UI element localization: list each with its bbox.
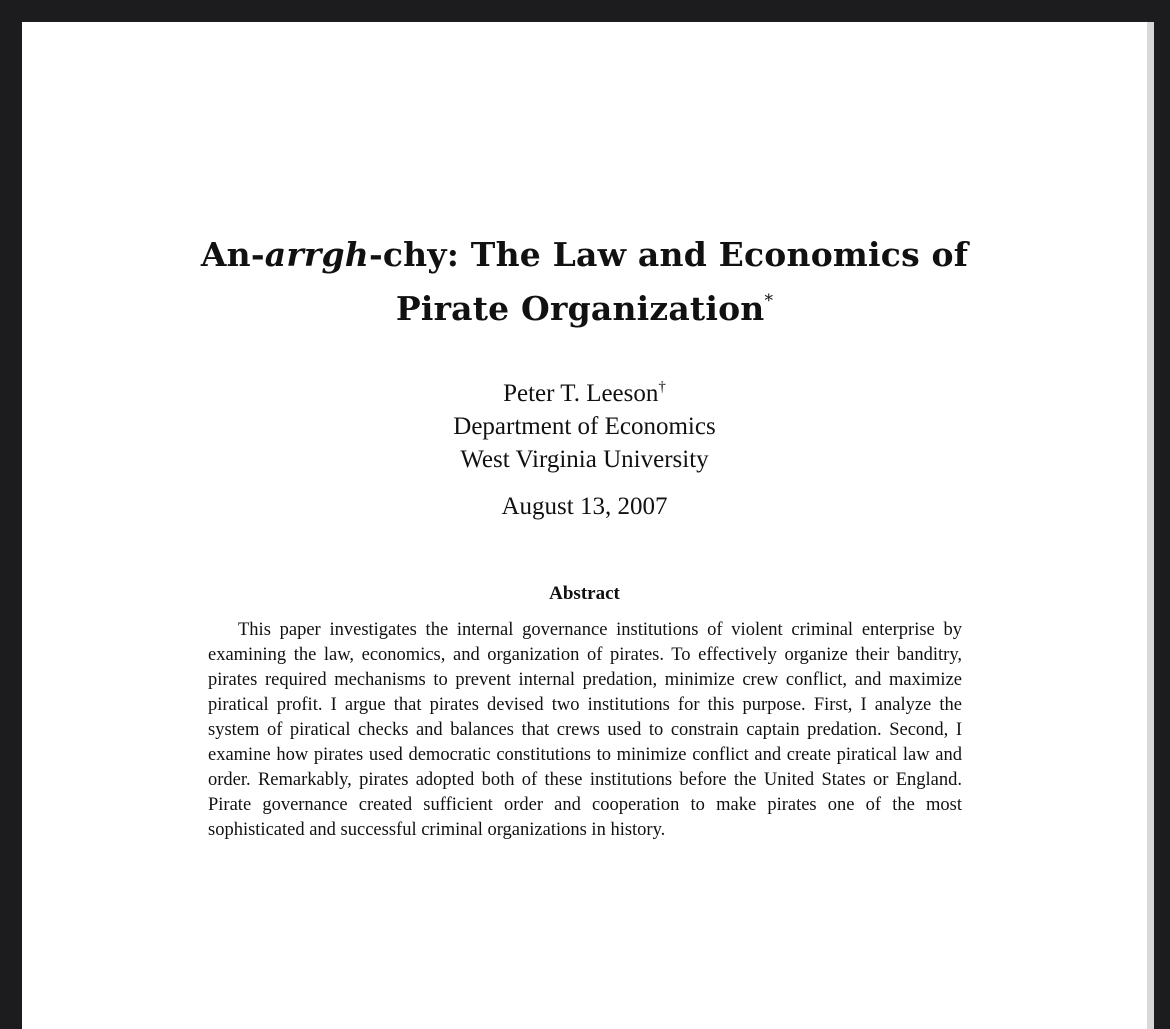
paper-title — [22, 232, 1147, 332]
title-part-2: -chy: The Law and Economics of — [368, 235, 969, 274]
page-scrollbar[interactable] — [1147, 22, 1154, 1029]
abstract-heading: Abstract — [549, 583, 620, 604]
author-name: Peter T. Leeson — [503, 380, 659, 407]
title-footnote-mark[interactable]: * — [764, 291, 774, 311]
title-italic-word: arrgh — [264, 235, 369, 274]
author-footnote-mark[interactable]: † — [658, 379, 666, 395]
author-block — [22, 371, 1147, 476]
abstract-text: This paper investigates the internal governance institutions of violent criminal enterprise by examining the law, economics, and organization of pirates. To effectively organize their banditry, pirates required mechanisms to prevent internal predation, minimize crew conflict, and maximize piratical profit. I argue that pirates devised two institutions for this purpose. First, I analyze the system of piratical checks and balances that crews used to constrain captain predation. Second, I examine how pirates used democratic constitutions to minimize conflict and create piratical law and order. Remarkably, pirates adopted both of these institutions before the United States or England. Pirate governance created sufficient order and cooperation to make pirates one of the most sophisticated and successful criminal organizations in history. — [208, 620, 962, 840]
title-part-1: An- — [200, 235, 265, 274]
document-page — [22, 22, 1147, 1029]
title-line-2: Pirate Organization — [395, 289, 765, 328]
author-department: Department of Economics — [453, 413, 716, 440]
paper-date: August 13, 2007 — [501, 493, 668, 520]
author-university: West Virginia University — [460, 446, 709, 473]
